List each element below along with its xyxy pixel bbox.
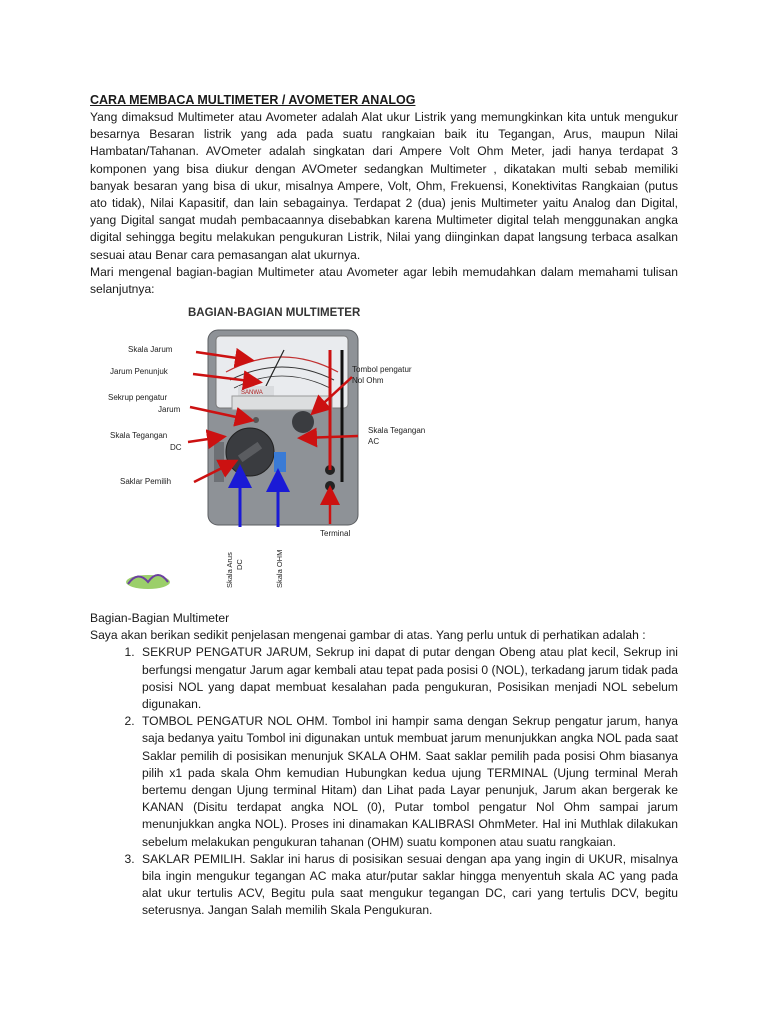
label-jarum-penunjuk: Jarum Penunjuk — [110, 367, 168, 377]
label-tombol-2: Nol Ohm — [352, 376, 384, 386]
zero-ohm-knob — [292, 411, 314, 433]
parts-list — [90, 644, 678, 919]
section-intro: Saya akan berikan sedikit penjelasan mengenai gambar di atas. Yang perlu untuk di perhatikan adalah : — [90, 628, 646, 643]
label-skala-ac-2: AC — [368, 437, 380, 447]
figure-heading: BAGIAN-BAGIAN MULTIMETER — [188, 307, 361, 320]
list-item: 2. TOMBOL PENGATUR NOL OHM. Tombol ini hampir sama dengan Sekrup pengatur jarum, hanya saja bedanya yaitu Tombol ini digunakan untuk membuat jarum menunjukkan angka NOL pada saat Saklar pemilih di posisikan menunjuk SKALA OHM. Saat saklar pemilih pada posisi Ohm biasanya pilih x1 pada skala Ohm kemudian Hubungkan kedua ujung TERMINAL (Ujung terminal Merah bertemu dengan Ujung terminal Hitam) dan Lihat pada Layar penunjuk, Jarum akan bergerak ke KANAN (Disitu terdapat angka NOL (0), Putar tombol pengatur Nol Ohm sampai jarum menunjukkan angka NOL). Proses ini dinamakan KALIBRASI OhmMeter. Hal ini Muthlak dilakukan sebelum melakukan pengukuran tahanan (OHM) suatu komponen atau suatu rangkaian. — [138, 713, 678, 851]
label-skala-dc-2: DC — [170, 443, 182, 453]
label-skala-arus-2: DC — [235, 559, 244, 571]
logo-graphic — [126, 575, 170, 589]
multimeter-body — [208, 330, 358, 525]
multimeter-figure — [98, 302, 458, 602]
list-item: 1. SEKRUP PENGATUR JARUM, Sekrup ini dapat di putar dengan Obeng atau plat kecil, Sekrup ini berfungsi mengatur Jarum agar kembali atau tepat pada posisi 0 (NOL), terkadang jarum tidak pada posisi NOL yang dapat membuat kesalahan pada pengukuran, Posisikan menjadi NOL sebelum digunakan. — [138, 644, 678, 713]
intro-paragraph-2: Mari mengenal bagian-bagian Multimeter atau Avometer agar lebih memudahkan dalam memahami tulisan selanjutnya: — [90, 264, 678, 297]
label-skala-arus-1: Skala Arus — [225, 552, 234, 589]
svg-text:SANWA: SANWA — [241, 390, 263, 397]
section-title: Bagian-Bagian Multimeter — [90, 611, 230, 626]
intro-paragraph-1: Yang dimaksud Multimeter atau Avometer adalah Alat ukur Listrik yang memungkinkan kita untuk mengukur besarnya Besaran listrik yang ada pada suatu rangkaian baik itu Tegangan, Arus, maupun Nilai Hambatan/Tahanan. AVOmeter adalah singkatan dari Ampere Volt Ohm Meter, jadi hanya terdapat 3 komponen yang bisa diukur dengan AVOmeter sedangkan Multimeter , dikatakan multi sebab memiliki banyak besaran yang bisa di ukur, misalnya Ampere, Volt, Ohm, Frekuensi, Konektivitas Rangkaian (putus ato tidak), Nilai Kapasitif, dan lain sebagainya. Terdapat 2 (dua) jenis Multimeter yaitu Analog dan Digital, yang Digital sangat mudah pembacaannya disebabkan karena Multimeter digital telah menggunakan angka digital sehingga begitu melakukan pengukuran Listrik, Nilai yang diinginkan dapat langsung terbaca asalkan sesuai atau Benar cara pemasangan alat ukurnya. — [90, 110, 678, 262]
label-saklar-pemilih: Saklar Pemilih — [120, 477, 172, 487]
label-sekrup-2: Jarum — [158, 405, 181, 415]
label-skala-jarum: Skala Jarum — [128, 345, 173, 355]
label-skala-ohm: Skala OHM — [275, 549, 284, 589]
label-terminal: Terminal — [320, 529, 351, 539]
label-skala-ac-1: Skala Tegangan — [368, 426, 426, 436]
document-page — [90, 92, 678, 920]
list-item: 3. SAKLAR PEMILIH. Saklar ini harus di posisikan sesuai dengan apa yang ingin di UKUR, misalnya bila ingin mengukur tegangan AC maka atur/putar saklar hingga menyentuh skala AC yang pada alat ukur tertulis ACV, Begitu pula saat mengukur tegangan DC, cari yang tertulis DCV, begitu seterusnya. Jangan Salah memilih Skala Pengukuran. — [138, 851, 678, 920]
document-title: CARA MEMBACA MULTIMETER / AVOMETER ANALOG — [90, 93, 416, 107]
label-skala-dc-1: Skala Tegangan — [110, 431, 168, 441]
multimeter-diagram — [98, 302, 458, 602]
label-tombol-1: Tombol pengatur — [352, 365, 412, 375]
label-sekrup-1: Sekrup pengatur — [108, 393, 168, 403]
